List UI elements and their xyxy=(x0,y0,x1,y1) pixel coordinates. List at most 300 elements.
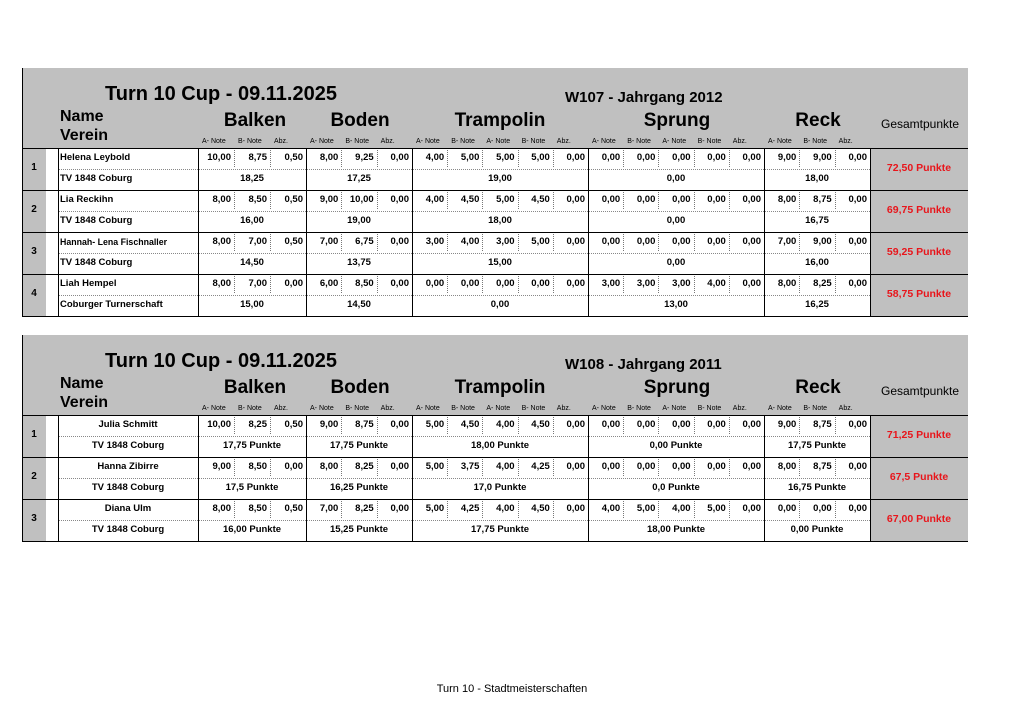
score-value-balken: 10,00 xyxy=(207,152,231,163)
column-border xyxy=(58,148,59,316)
score-value-sprung: 0,00 xyxy=(742,152,761,163)
cell-divider xyxy=(377,417,378,434)
sub-label-sprung: A- Note xyxy=(592,405,616,412)
score-value-sprung: 0,00 xyxy=(601,236,621,247)
score-value-sprung: 0,00 xyxy=(636,194,656,205)
column-border xyxy=(198,148,199,316)
score-value-trampolin: 5,00 xyxy=(496,152,515,163)
score-value-balken: 8,00 xyxy=(212,194,231,205)
score-value-trampolin: 4,00 xyxy=(425,152,445,163)
sub-label-boden: Abz. xyxy=(380,138,395,145)
row-mid-divider xyxy=(58,169,870,170)
row-divider xyxy=(22,232,968,233)
gymnast-name: Hanna Zibirre xyxy=(97,461,159,472)
apparatus-sum-balken: 16,00 Punkte xyxy=(222,524,282,535)
cell-divider xyxy=(518,276,519,293)
gymnast-name: Diana Ulm xyxy=(104,503,152,514)
cell-divider xyxy=(377,234,378,251)
sub-label-balken: B- Note xyxy=(238,405,262,412)
score-value-balken: 0,00 xyxy=(284,461,303,472)
score-value-reck: 0,00 xyxy=(848,461,867,472)
score-value-balken: 8,50 xyxy=(248,461,267,472)
cell-divider xyxy=(729,459,730,476)
sub-label-trampolin: Abz. xyxy=(556,405,571,412)
score-value-sprung: 0,00 xyxy=(672,419,691,430)
score-value-sprung: 0,00 xyxy=(601,152,621,163)
sub-label-balken: A- Note xyxy=(202,138,226,145)
apparatus-title-sprung: Sprung xyxy=(643,110,711,131)
row-mid-divider xyxy=(58,253,870,254)
sub-label-reck: Abz. xyxy=(838,405,853,412)
score-value-boden: 0,00 xyxy=(390,152,409,163)
apparatus-sum-boden: 14,50 xyxy=(347,299,371,310)
total-points: 69,75 Punkte xyxy=(886,204,952,216)
cell-divider xyxy=(658,192,659,209)
cell-divider xyxy=(658,276,659,293)
apparatus-sum-boden: 15,25 Punkte xyxy=(329,524,389,535)
cell-divider xyxy=(799,459,800,476)
rank-column xyxy=(22,415,46,541)
score-value-sprung: 0,00 xyxy=(707,152,726,163)
score-value-reck: 8,75 xyxy=(813,194,832,205)
club-name: TV 1848 Coburg xyxy=(60,173,133,184)
club-name: Coburger Turnerschaft xyxy=(60,299,163,310)
rank-number: 1 xyxy=(31,162,37,173)
apparatus-sum-sprung: 13,00 xyxy=(664,299,688,310)
row-mid-divider xyxy=(58,478,870,479)
score-value-trampolin: 0,00 xyxy=(460,278,480,289)
cell-divider xyxy=(341,459,342,476)
cell-divider xyxy=(447,150,448,167)
score-value-balken: 0,50 xyxy=(284,236,303,247)
sub-label-sprung: B- Note xyxy=(627,138,651,145)
score-value-balken: 0,50 xyxy=(284,152,303,163)
score-value-trampolin: 3,75 xyxy=(460,461,480,472)
total-column xyxy=(870,415,968,541)
apparatus-title-trampolin: Trampolin xyxy=(454,377,546,398)
sub-label-boden: A- Note xyxy=(310,138,334,145)
column-border xyxy=(58,415,59,541)
score-value-sprung: 0,00 xyxy=(636,152,656,163)
cell-divider xyxy=(553,192,554,209)
cell-divider xyxy=(623,417,624,434)
apparatus-sum-balken: 16,00 xyxy=(240,215,264,226)
apparatus-sum-trampolin: 17,0 Punkte xyxy=(473,482,527,493)
score-value-sprung: 0,00 xyxy=(672,236,691,247)
score-value-reck: 9,00 xyxy=(813,236,832,247)
column-border xyxy=(588,148,589,316)
score-value-trampolin: 5,00 xyxy=(531,152,550,163)
cell-divider xyxy=(482,501,483,518)
class-label: W108 - Jahrgang 2011 xyxy=(565,356,722,373)
score-value-trampolin: 0,00 xyxy=(566,236,585,247)
gymnast-name: Liah Hempel xyxy=(60,278,117,289)
column-border xyxy=(870,148,871,316)
cell-divider xyxy=(234,501,235,518)
apparatus-sum-balken: 18,25 xyxy=(240,173,264,184)
row-mid-divider xyxy=(58,436,870,437)
cell-divider xyxy=(799,192,800,209)
score-value-boden: 7,00 xyxy=(319,503,339,514)
cell-divider xyxy=(518,150,519,167)
score-value-reck: 0,00 xyxy=(848,503,867,514)
apparatus-sum-trampolin: 18,00 xyxy=(488,215,512,226)
sub-label-sprung: A- Note xyxy=(592,138,616,145)
score-value-trampolin: 0,00 xyxy=(566,278,585,289)
row-divider xyxy=(22,148,968,149)
row-divider xyxy=(22,499,968,500)
score-value-sprung: 0,00 xyxy=(707,419,726,430)
row-divider xyxy=(22,190,968,191)
cell-divider xyxy=(694,234,695,251)
score-value-boden: 0,00 xyxy=(390,419,409,430)
row-mid-divider xyxy=(58,295,870,296)
total-points: 58,75 Punkte xyxy=(886,288,952,300)
sub-label-sprung: Abz. xyxy=(732,405,747,412)
score-value-trampolin: 4,50 xyxy=(460,194,480,205)
cell-divider xyxy=(234,276,235,293)
cell-divider xyxy=(835,459,836,476)
sub-label-sprung: Abz. xyxy=(732,138,747,145)
cell-divider xyxy=(729,417,730,434)
page-footer: Turn 10 - Stadtmeisterschaften xyxy=(436,683,588,695)
score-value-sprung: 5,00 xyxy=(707,503,726,514)
score-value-sprung: 0,00 xyxy=(672,461,691,472)
score-value-trampolin: 3,00 xyxy=(496,236,515,247)
cell-divider xyxy=(623,192,624,209)
score-value-trampolin: 4,50 xyxy=(460,419,480,430)
column-border xyxy=(306,148,307,316)
rank-number: 3 xyxy=(31,513,37,524)
sub-label-trampolin: A- Note xyxy=(486,138,511,145)
column-club-label: Verein xyxy=(60,127,109,144)
rank-number: 4 xyxy=(31,288,37,299)
sub-label-boden: B- Note xyxy=(345,138,370,145)
sub-label-reck: Abz. xyxy=(838,138,853,145)
score-value-trampolin: 0,00 xyxy=(566,503,585,514)
apparatus-sum-trampolin: 18,00 Punkte xyxy=(470,440,530,451)
score-value-balken: 7,00 xyxy=(248,236,267,247)
score-value-sprung: 0,00 xyxy=(636,236,656,247)
row-mid-divider xyxy=(58,211,870,212)
column-total-label: Gesamtpunkte xyxy=(881,384,960,398)
score-value-balken: 8,75 xyxy=(248,152,267,163)
cell-divider xyxy=(729,150,730,167)
apparatus-sum-reck: 16,75 Punkte xyxy=(787,482,847,493)
column-total-label: Gesamtpunkte xyxy=(881,117,960,131)
apparatus-sum-trampolin: 15,00 xyxy=(488,257,512,268)
apparatus-sum-balken: 15,00 xyxy=(240,299,264,310)
cell-divider xyxy=(482,150,483,167)
cell-divider xyxy=(658,501,659,518)
cell-divider xyxy=(377,150,378,167)
table-header xyxy=(22,335,968,415)
cell-divider xyxy=(553,459,554,476)
apparatus-title-balken: Balken xyxy=(223,110,287,131)
column-border xyxy=(306,415,307,541)
sub-label-trampolin: A- Note xyxy=(486,405,511,412)
cell-divider xyxy=(270,234,271,251)
sub-label-sprung: B- Note xyxy=(697,138,722,145)
cell-divider xyxy=(835,417,836,434)
cell-divider xyxy=(234,459,235,476)
score-value-trampolin: 4,50 xyxy=(531,194,550,205)
club-name: TV 1848 Coburg xyxy=(60,215,133,226)
gymnast-name: Helena Leybold xyxy=(60,152,131,163)
score-value-boden: 9,25 xyxy=(355,152,374,163)
cell-divider xyxy=(270,417,271,434)
cell-divider xyxy=(553,501,554,518)
cell-divider xyxy=(835,234,836,251)
results-table xyxy=(22,335,968,541)
total-points: 67,00 Punkte xyxy=(886,513,952,525)
score-value-trampolin: 0,00 xyxy=(566,194,585,205)
cell-divider xyxy=(799,501,800,518)
score-value-reck: 0,00 xyxy=(848,278,867,289)
score-value-sprung: 0,00 xyxy=(672,194,691,205)
sub-label-balken: Abz. xyxy=(274,138,289,145)
table-title: Turn 10 Cup - 09.11.2025 xyxy=(105,350,337,372)
sub-label-balken: B- Note xyxy=(238,138,262,145)
sub-label-trampolin: B- Note xyxy=(451,405,475,412)
score-value-balken: 0,00 xyxy=(284,278,303,289)
score-value-sprung: 3,00 xyxy=(636,278,656,289)
score-value-reck: 7,00 xyxy=(777,236,797,247)
score-value-trampolin: 4,25 xyxy=(460,503,480,514)
apparatus-sum-balken: 17,5 Punkte xyxy=(225,482,279,493)
score-value-trampolin: 4,00 xyxy=(496,419,515,430)
score-value-trampolin: 0,00 xyxy=(496,278,515,289)
sub-label-reck: A- Note xyxy=(768,138,792,145)
score-value-sprung: 0,00 xyxy=(601,419,621,430)
score-value-sprung: 0,00 xyxy=(672,152,691,163)
score-value-trampolin: 0,00 xyxy=(566,419,585,430)
cell-divider xyxy=(658,150,659,167)
score-value-balken: 9,00 xyxy=(212,461,231,472)
total-points: 67,5 Punkte xyxy=(889,471,949,483)
sub-label-reck: A- Note xyxy=(768,405,792,412)
cell-divider xyxy=(447,192,448,209)
cell-divider xyxy=(341,234,342,251)
score-value-sprung: 4,00 xyxy=(601,503,621,514)
apparatus-sum-trampolin: 0,00 xyxy=(490,299,510,310)
score-value-sprung: 0,00 xyxy=(742,503,761,514)
score-value-sprung: 5,00 xyxy=(636,503,656,514)
rank-number: 2 xyxy=(31,204,37,215)
score-value-boden: 8,25 xyxy=(355,503,374,514)
score-value-sprung: 0,00 xyxy=(707,236,726,247)
score-value-reck: 0,00 xyxy=(848,236,867,247)
column-border xyxy=(764,415,765,541)
score-value-trampolin: 5,00 xyxy=(460,152,480,163)
rank-number: 1 xyxy=(31,429,37,440)
column-border xyxy=(764,148,765,316)
cell-divider xyxy=(482,276,483,293)
cell-divider xyxy=(270,501,271,518)
score-value-balken: 8,00 xyxy=(212,503,231,514)
score-value-reck: 0,00 xyxy=(777,503,797,514)
cell-divider xyxy=(553,150,554,167)
score-value-reck: 9,00 xyxy=(777,152,797,163)
cell-divider xyxy=(518,459,519,476)
apparatus-sum-reck: 18,00 xyxy=(805,173,829,184)
score-value-trampolin: 5,00 xyxy=(425,419,445,430)
cell-divider xyxy=(341,501,342,518)
sub-label-reck: B- Note xyxy=(803,405,828,412)
score-value-boden: 0,00 xyxy=(390,236,409,247)
score-value-trampolin: 4,25 xyxy=(531,461,550,472)
score-value-boden: 8,00 xyxy=(319,461,339,472)
apparatus-sum-trampolin: 19,00 xyxy=(488,173,512,184)
total-points: 59,25 Punkte xyxy=(886,246,952,258)
cell-divider xyxy=(518,501,519,518)
apparatus-title-balken: Balken xyxy=(223,377,287,398)
score-value-sprung: 0,00 xyxy=(707,194,726,205)
cell-divider xyxy=(799,150,800,167)
score-value-trampolin: 5,00 xyxy=(425,461,445,472)
sub-label-balken: Abz. xyxy=(274,405,289,412)
column-border xyxy=(870,415,871,541)
gymnast-name: Julia Schmitt xyxy=(98,419,158,430)
score-value-balken: 7,00 xyxy=(248,278,267,289)
cell-divider xyxy=(447,459,448,476)
score-value-sprung: 3,00 xyxy=(601,278,621,289)
score-value-sprung: 0,00 xyxy=(742,194,761,205)
score-value-boden: 8,50 xyxy=(355,278,374,289)
score-value-boden: 6,75 xyxy=(355,236,374,247)
score-value-boden: 0,00 xyxy=(390,503,409,514)
score-value-reck: 0,00 xyxy=(848,194,867,205)
cell-divider xyxy=(799,417,800,434)
score-value-balken: 0,50 xyxy=(284,419,303,430)
cell-divider xyxy=(799,234,800,251)
sub-label-reck: B- Note xyxy=(803,138,828,145)
cell-divider xyxy=(377,276,378,293)
score-value-boden: 7,00 xyxy=(319,236,339,247)
row-divider xyxy=(22,274,968,275)
apparatus-sum-reck: 0,00 Punkte xyxy=(790,524,844,535)
score-value-boden: 8,25 xyxy=(355,461,374,472)
apparatus-sum-sprung: 0,00 Punkte xyxy=(649,440,703,451)
cell-divider xyxy=(377,501,378,518)
cell-divider xyxy=(694,276,695,293)
score-value-balken: 8,25 xyxy=(248,419,267,430)
score-value-sprung: 0,00 xyxy=(742,419,761,430)
score-value-sprung: 4,00 xyxy=(707,278,726,289)
cell-divider xyxy=(377,192,378,209)
score-value-sprung: 0,00 xyxy=(601,461,621,472)
cell-divider xyxy=(341,417,342,434)
apparatus-sum-sprung: 0,0 Punkte xyxy=(652,482,700,493)
cell-divider xyxy=(623,276,624,293)
cell-divider xyxy=(694,192,695,209)
score-value-trampolin: 5,00 xyxy=(496,194,515,205)
sub-label-sprung: A- Note xyxy=(662,405,687,412)
cell-divider xyxy=(518,417,519,434)
club-name: TV 1848 Coburg xyxy=(60,257,133,268)
score-value-reck: 8,75 xyxy=(813,461,832,472)
cell-divider xyxy=(835,150,836,167)
cell-divider xyxy=(482,192,483,209)
sub-label-boden: B- Note xyxy=(345,405,370,412)
cell-divider xyxy=(447,417,448,434)
score-value-reck: 9,00 xyxy=(813,152,832,163)
score-value-trampolin: 5,00 xyxy=(425,503,445,514)
table-left-border xyxy=(22,68,23,316)
cell-divider xyxy=(553,234,554,251)
score-value-sprung: 0,00 xyxy=(742,461,761,472)
cell-divider xyxy=(694,501,695,518)
score-value-sprung: 4,00 xyxy=(672,503,691,514)
score-value-sprung: 3,00 xyxy=(672,278,691,289)
apparatus-sum-balken: 17,75 Punkte xyxy=(222,440,282,451)
cell-divider xyxy=(694,459,695,476)
cell-divider xyxy=(623,459,624,476)
score-value-reck: 8,00 xyxy=(777,278,797,289)
club-name: TV 1848 Coburg xyxy=(91,440,165,451)
sub-label-balken: A- Note xyxy=(202,405,226,412)
score-value-trampolin: 5,00 xyxy=(531,236,550,247)
cell-divider xyxy=(341,192,342,209)
total-points: 71,25 Punkte xyxy=(886,429,952,441)
cell-divider xyxy=(482,459,483,476)
apparatus-sum-sprung: 0,00 xyxy=(666,173,686,184)
score-value-trampolin: 4,00 xyxy=(496,461,515,472)
score-value-balken: 8,50 xyxy=(248,194,267,205)
table-left-border xyxy=(22,335,23,541)
apparatus-sum-reck: 17,75 Punkte xyxy=(787,440,847,451)
cell-divider xyxy=(658,417,659,434)
column-border xyxy=(412,148,413,316)
sub-label-boden: A- Note xyxy=(310,405,334,412)
score-value-sprung: 0,00 xyxy=(707,461,726,472)
score-value-boden: 9,00 xyxy=(319,194,339,205)
gymnast-name: Hannah- Lena Fischnaller xyxy=(60,237,168,247)
cell-divider xyxy=(270,276,271,293)
cell-divider xyxy=(270,192,271,209)
cell-divider xyxy=(835,501,836,518)
cell-divider xyxy=(341,150,342,167)
score-value-trampolin: 0,00 xyxy=(566,152,585,163)
cell-divider xyxy=(518,192,519,209)
apparatus-sum-reck: 16,75 xyxy=(805,215,829,226)
cell-divider xyxy=(234,150,235,167)
score-value-trampolin: 0,00 xyxy=(566,461,585,472)
score-value-sprung: 0,00 xyxy=(636,461,656,472)
score-value-trampolin: 4,00 xyxy=(460,236,480,247)
cell-divider xyxy=(270,150,271,167)
score-value-reck: 8,00 xyxy=(777,194,797,205)
score-value-boden: 8,75 xyxy=(355,419,374,430)
sub-label-sprung: A- Note xyxy=(662,138,687,145)
cell-divider xyxy=(234,192,235,209)
score-value-sprung: 0,00 xyxy=(601,194,621,205)
score-value-balken: 8,50 xyxy=(248,503,267,514)
score-value-boden: 6,00 xyxy=(319,278,339,289)
score-value-sprung: 0,00 xyxy=(636,419,656,430)
score-value-reck: 0,00 xyxy=(848,152,867,163)
cell-divider xyxy=(729,234,730,251)
score-value-balken: 0,50 xyxy=(284,194,303,205)
score-value-trampolin: 0,00 xyxy=(531,278,550,289)
apparatus-sum-reck: 16,25 xyxy=(805,299,829,310)
cell-divider xyxy=(658,459,659,476)
sub-label-sprung: B- Note xyxy=(697,405,722,412)
score-value-sprung: 0,00 xyxy=(742,278,761,289)
club-name: TV 1848 Coburg xyxy=(91,524,165,535)
column-name-label: Name xyxy=(60,108,104,125)
cell-divider xyxy=(623,501,624,518)
